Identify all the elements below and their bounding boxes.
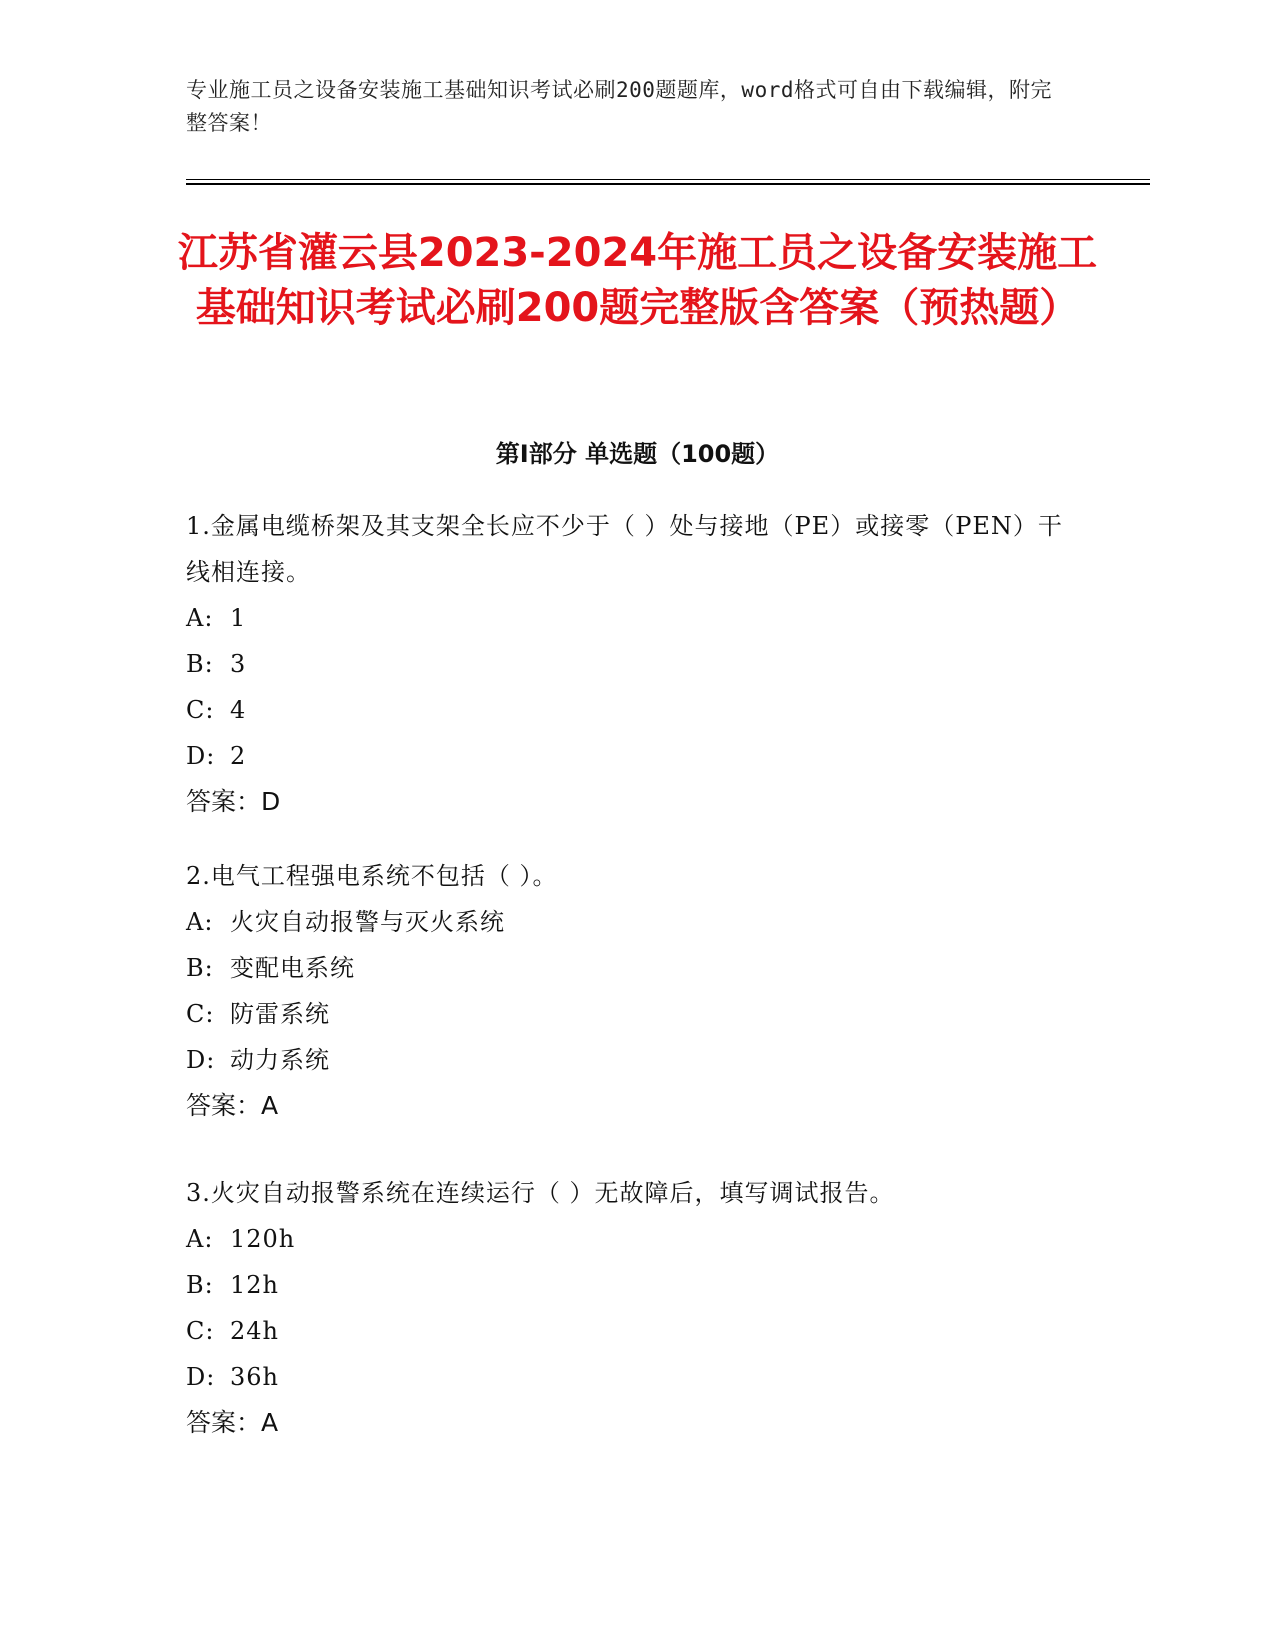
option-text: 1 — [230, 604, 247, 632]
option-text: 12h — [230, 1271, 279, 1299]
question-stem: 3.火灾自动报警系统在连续运行（ ）无故障后，填写调试报告。 — [186, 1179, 895, 1207]
header-divider-thin — [186, 179, 1150, 180]
question-2 — [186, 853, 1076, 1129]
option-letter: B: — [186, 954, 214, 982]
option-letter: B: — [186, 650, 214, 678]
question-1 — [186, 503, 1076, 825]
section-title: 第Ⅰ部分 单选题（100题） — [495, 440, 780, 468]
option-letter: A: — [186, 604, 214, 632]
option-d — [186, 1354, 1076, 1400]
option-letter: A: — [186, 1225, 214, 1253]
option-b — [186, 1262, 1076, 1308]
option-letter: C: — [186, 696, 215, 724]
option-text: 变配电系统 — [230, 954, 355, 982]
option-d — [186, 1037, 1076, 1083]
option-text: 火灾自动报警与灭火系统 — [230, 908, 505, 936]
header-note: 专业施工员之设备安装施工基础知识考试必刷200题题库，word格式可自由下载编辑，附完整答案！ — [186, 78, 1052, 135]
option-a — [186, 595, 1076, 641]
option-letter: A: — [186, 908, 214, 936]
answer: 答案：A — [186, 1408, 279, 1437]
option-b — [186, 945, 1076, 991]
option-letter: D: — [186, 1363, 216, 1391]
document-title: 江苏省灌云县2023-2024年施工员之设备安装施工基础知识考试必刷200题完整版含答案（预热题） — [177, 230, 1098, 331]
option-text: 防雷系统 — [230, 1000, 330, 1028]
option-a — [186, 899, 1076, 945]
option-text: 动力系统 — [230, 1046, 330, 1074]
option-b — [186, 641, 1076, 687]
question-stem: 2.电气工程强电系统不包括（ ）。 — [186, 862, 558, 890]
question-stem: 1.金属电缆桥架及其支架全长应不少于（ ）处与接地（PE）或接零（PEN）干线相连接。 — [186, 512, 1063, 586]
option-text: 2 — [230, 742, 247, 770]
option-letter: C: — [186, 1000, 215, 1028]
option-text: 36h — [230, 1363, 279, 1391]
option-letter: C: — [186, 1317, 215, 1345]
option-text: 4 — [230, 696, 247, 724]
option-letter: D: — [186, 742, 216, 770]
option-text: 3 — [230, 650, 247, 678]
option-c — [186, 687, 1076, 733]
option-a — [186, 1216, 1076, 1262]
option-letter: D: — [186, 1046, 216, 1074]
option-c — [186, 991, 1076, 1037]
answer: 答案：D — [186, 787, 281, 816]
option-text: 24h — [230, 1317, 279, 1345]
answer: 答案：A — [186, 1091, 279, 1120]
question-3 — [186, 1170, 1076, 1446]
option-d — [186, 733, 1076, 779]
option-text: 120h — [230, 1225, 296, 1253]
header-divider-thick — [186, 183, 1150, 185]
option-c — [186, 1308, 1076, 1354]
option-letter: B: — [186, 1271, 214, 1299]
